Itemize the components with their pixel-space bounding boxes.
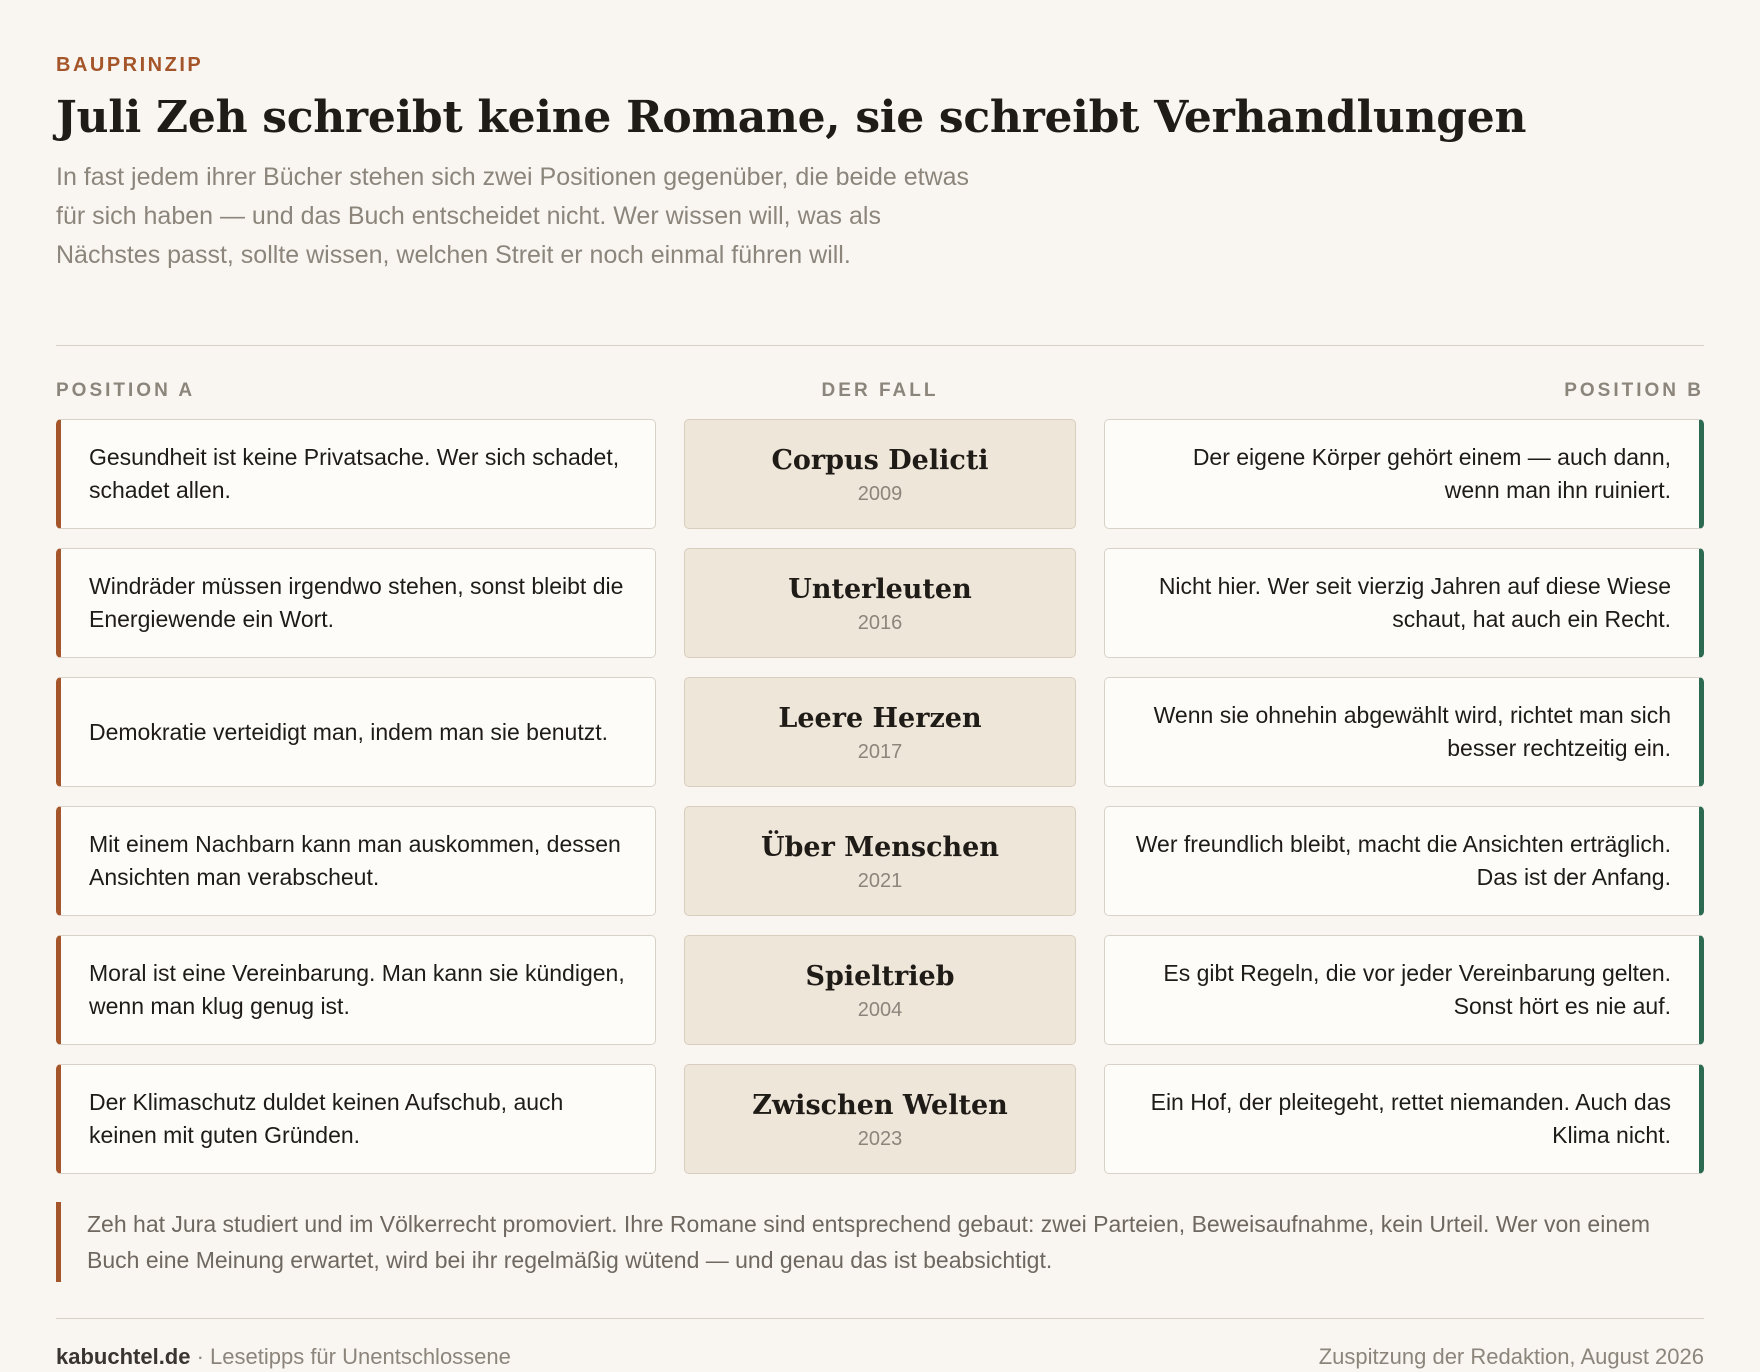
book-title: Zwischen Welten: [752, 1089, 1008, 1121]
book-title: Spieltrieb: [805, 960, 955, 992]
position-b-card: [1104, 548, 1704, 658]
position-a-text: Der Klimaschutz duldet keinen Aufschub, auch keinen mit guten Gründen.: [89, 1089, 564, 1148]
debate-row: [56, 1064, 1704, 1174]
position-b-card: [1104, 677, 1704, 787]
footer: [56, 1344, 1704, 1370]
book-title: Corpus Delicti: [771, 444, 989, 476]
position-a-text: Mit einem Nachbarn kann man auskommen, dessen Ansichten man verabscheut.: [89, 831, 621, 890]
eyebrow-label: BAUPRINZIP: [56, 54, 204, 76]
book-title: Über Menschen: [760, 831, 999, 863]
book-year: 2023: [857, 1127, 903, 1150]
site-tagline: · Lesetipps für Unentschlossene: [190, 1344, 511, 1369]
position-a-card: [56, 419, 656, 529]
case-card: [684, 419, 1076, 529]
position-b-text: Der eigene Körper gehört einem — auch dann, wenn man ihn ruiniert.: [1192, 444, 1671, 503]
column-header-case: DER FALL: [821, 380, 939, 401]
position-b-card: [1104, 806, 1704, 916]
page-title: Juli Zeh schreibt keine Romane, sie schreibt Verhandlungen: [56, 92, 1527, 143]
column-header-position-a: POSITION A: [56, 380, 196, 401]
case-card: [684, 935, 1076, 1045]
debate-row: [56, 677, 1704, 787]
site-brand-link[interactable]: kabuchtel.de: [56, 1344, 191, 1369]
book-year: 2004: [857, 998, 903, 1021]
debate-row: [56, 548, 1704, 658]
book-title: Leere Herzen: [778, 702, 982, 734]
position-a-text: Windräder müssen irgendwo stehen, sonst bleibt die Energiewende ein Wort.: [89, 573, 624, 632]
case-card: [684, 548, 1076, 658]
position-b-text: Es gibt Regeln, die vor jeder Vereinbarung gelten. Sonst hört es nie auf.: [1163, 960, 1671, 1019]
position-b-text: Wer freundlich bleibt, macht die Ansichten erträglich. Das ist der Anfang.: [1135, 831, 1671, 890]
position-a-text: Gesundheit ist keine Privatsache. Wer sich schadet, schadet allen.: [89, 444, 620, 503]
debate-row: [56, 806, 1704, 916]
position-a-text: Demokratie verteidigt man, indem man sie benutzt.: [89, 718, 609, 745]
book-year: 2017: [857, 740, 903, 763]
debate-row: [56, 935, 1704, 1045]
position-b-text: Nicht hier. Wer seit vierzig Jahren auf diese Wiese schaut, hat auch ein Recht.: [1158, 573, 1671, 632]
book-title: Unterleuten: [788, 573, 972, 605]
book-year: 2009: [857, 482, 903, 505]
position-b-card: [1104, 1064, 1704, 1174]
debate-row: [56, 419, 1704, 529]
debate-table: [56, 419, 1704, 1193]
position-a-card: [56, 548, 656, 658]
divider-top: [56, 345, 1704, 346]
position-a-card: [56, 806, 656, 916]
position-a-card: [56, 935, 656, 1045]
position-b-card: [1104, 419, 1704, 529]
footer-credit: Zuspitzung der Redaktion, August 2026: [1318, 1344, 1704, 1369]
position-a-card: [56, 677, 656, 787]
lede-paragraph: In fast jedem ihrer Bücher stehen sich zwei Positionen gegenüber, die beide etwas für sich haben — und das Buch entscheidet nicht. Wer wissen will, was als Nächstes passt, sollte wissen, welchen Streit er noch einmal führen will.: [56, 163, 970, 269]
position-a-card: [56, 1064, 656, 1174]
book-year: 2016: [857, 611, 903, 634]
case-card: [684, 677, 1076, 787]
position-a-text: Moral ist eine Vereinbarung. Man kann sie kündigen, wenn man klug genug ist.: [89, 960, 625, 1019]
editorial-note: Zeh hat Jura studiert und im Völkerrecht promoviert. Ihre Romane sind entsprechend gebaut: zwei Parteien, Beweisaufnahme, kein Urteil. Wer von einem Buch eine Meinung erwartet, wird bei ihr regelmäßig wütend — und genau das ist beabsichtigt.: [56, 1202, 1666, 1282]
divider-bottom: [56, 1318, 1704, 1319]
position-b-card: [1104, 935, 1704, 1045]
case-card: [684, 1064, 1076, 1174]
case-card: [684, 806, 1076, 916]
position-b-text: Ein Hof, der pleitegeht, rettet niemanden. Auch das Klima nicht.: [1150, 1089, 1671, 1148]
column-header-position-b: POSITION B: [1564, 380, 1704, 401]
position-b-text: Wenn sie ohnehin abgewählt wird, richtet man sich besser rechtzeitig ein.: [1153, 702, 1671, 761]
book-year: 2021: [857, 869, 903, 892]
